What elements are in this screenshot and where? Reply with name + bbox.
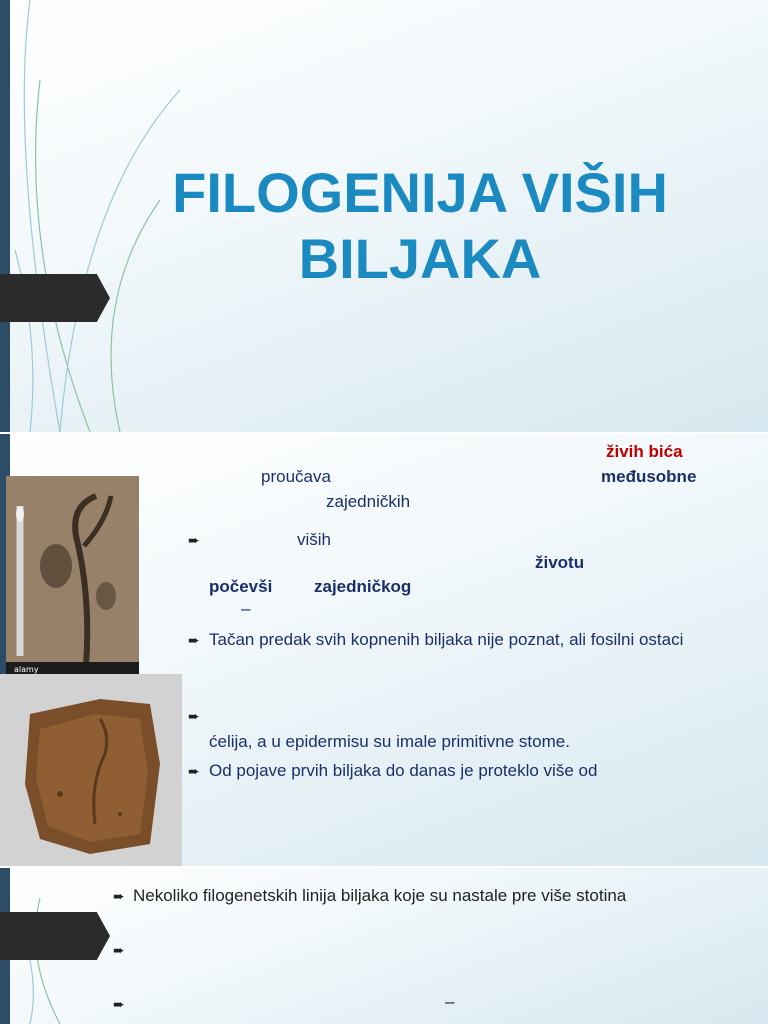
watermark-text: alamy <box>14 665 39 674</box>
arrow-bullet-icon: ➨ <box>113 942 125 958</box>
text-zajednickog: zajedničkog <box>314 577 412 596</box>
arrow-bullet-icon: ➨ <box>188 532 200 548</box>
bullet-tacan-predak: Tačan predak svih kopnenih biljaka nije poznat, ali fosilni ostaci <box>209 630 684 649</box>
text-visih: viših <box>297 530 332 549</box>
text-medjusobne: međusobne <box>601 467 697 486</box>
fossil-photo-2 <box>0 674 182 866</box>
arrow-tab <box>0 912 110 960</box>
text-zivih-bica: živih bića <box>606 442 683 461</box>
text-pocevsi: počevši <box>209 577 273 596</box>
content-slide-2 <box>0 434 768 866</box>
arrow-bullet-icon: ➨ <box>188 632 200 648</box>
bullet-od-pojave: Od pojave prvih biljaka do danas je proteklo više od <box>209 761 598 780</box>
arrow-bullet-icon: ➨ <box>188 763 200 779</box>
fossil-photo-1 <box>6 476 139 676</box>
fossil-image-2 <box>0 674 182 866</box>
text-zivotu: životu <box>535 553 585 572</box>
arrow-bullet-icon: ➨ <box>113 888 125 904</box>
text-celija: ćelija, a u epidermisu su imale primitivne stome. <box>209 732 570 751</box>
text-dash: – <box>241 599 251 618</box>
text-proucava: proučava <box>261 467 331 486</box>
content-slide-3 <box>0 868 768 1024</box>
text-zajednickih: zajedničkih <box>326 492 411 511</box>
title-slide <box>0 0 768 432</box>
bullet-nekoliko: Nekoliko filogenetskih linija biljaka koje su nastale pre više stotina <box>133 886 627 905</box>
arrow-bullet-icon: ➨ <box>113 996 125 1012</box>
arrow-bullet-icon: ➨ <box>188 708 200 724</box>
text-dash: – <box>445 992 455 1011</box>
fossil-image-1 <box>6 476 139 676</box>
page-title: FILOGENIJA VIŠIH BILJAKA <box>172 161 668 290</box>
arrow-tab <box>0 274 110 322</box>
